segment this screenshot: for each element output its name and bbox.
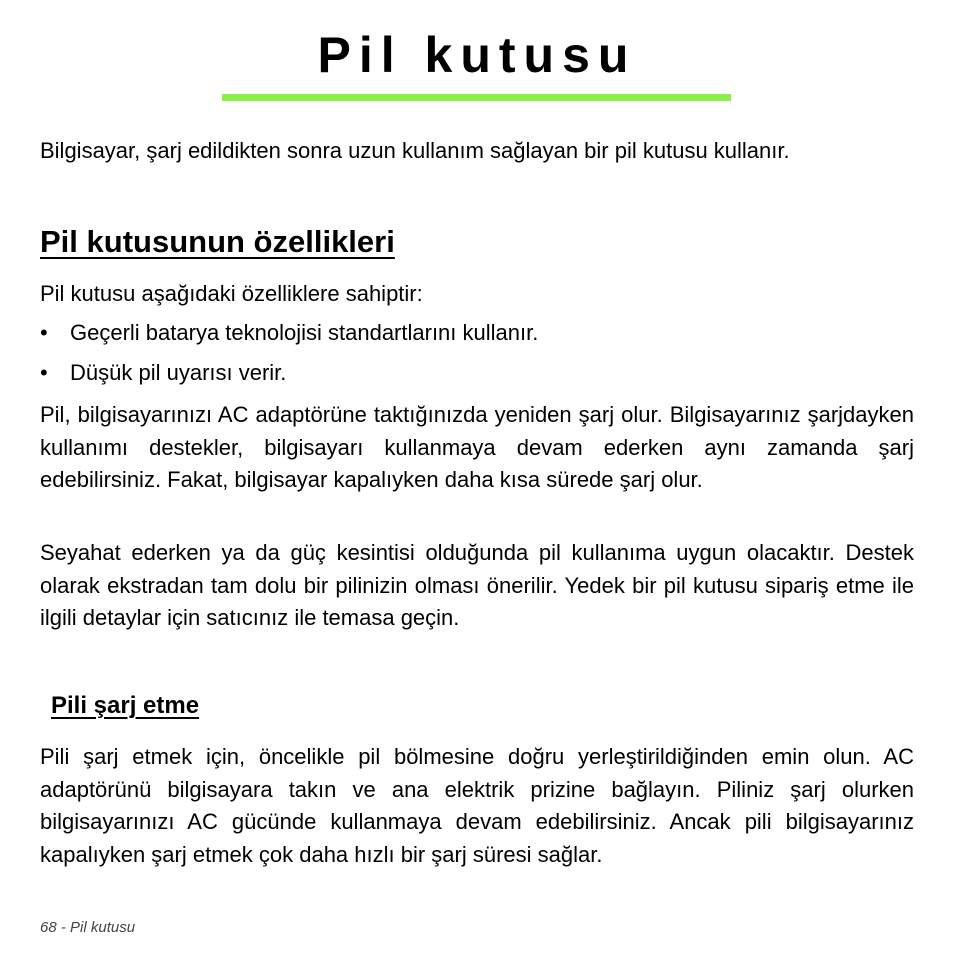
features-paragraph-charging: Pil, bilgisayarınızı AC adaptörüne taktığınızda yeniden şarj olur. Bilgisayarınız şarjdayken kullanımı destekler, bilgisayarı kullanmaya devam ederken aynı zamanda şarj edebilirsiniz. Fakat, bilgisayar kapalıyken daha kısa sürede şarj olur. (40, 402, 914, 492)
bullet-text: Geçerli batarya teknolojisi standartlarını kullanır. (70, 320, 539, 345)
bullet-icon: • (40, 320, 48, 345)
title-accent-bar (222, 94, 731, 101)
features-bullet-list (40, 317, 538, 397)
bullet-icon: • (40, 360, 48, 385)
intro-paragraph: Bilgisayar, şarj edildikten sonra uzun kullanım sağlayan bir pil kutusu kullanır. (40, 138, 790, 163)
features-lead-text: Pil kutusu aşağıdaki özelliklere sahiptir: (40, 281, 423, 306)
page-title: Pil kutusu (317, 27, 637, 83)
section-heading-features: Pil kutusunun özellikleri (40, 224, 395, 259)
list-item (40, 357, 538, 389)
page-footer: 68 - Pil kutusu (40, 919, 136, 936)
section-heading-charging: Pili şarj etme (51, 692, 200, 719)
charging-paragraph: Pili şarj etmek için, öncelikle pil bölmesine doğru yerleştirildiğinden emin olun. AC adaptörünü bilgisayara takın ve ana elektrik prizine bağlayın. Piliniz şarj olurken bilgisayarınızı AC gücünde kullanmaya devam edebilirsiniz. Ancak pili bilgisayarınız kapalıyken şarj etmek çok daha hızlı bir şarj süresi sağlar. (40, 744, 914, 867)
bullet-text: Düşük pil uyarısı verir. (70, 360, 287, 385)
list-item (40, 317, 538, 349)
features-paragraph-travel: Seyahat ederken ya da güç kesintisi olduğunda pil kullanıma uygun olacaktır. Destek olarak ekstradan tam dolu bir pilinizin olması önerilir. Yedek bir pil kutusu sipariş etme ile ilgili detaylar için satıcınız ile temasa geçin. (40, 540, 914, 630)
